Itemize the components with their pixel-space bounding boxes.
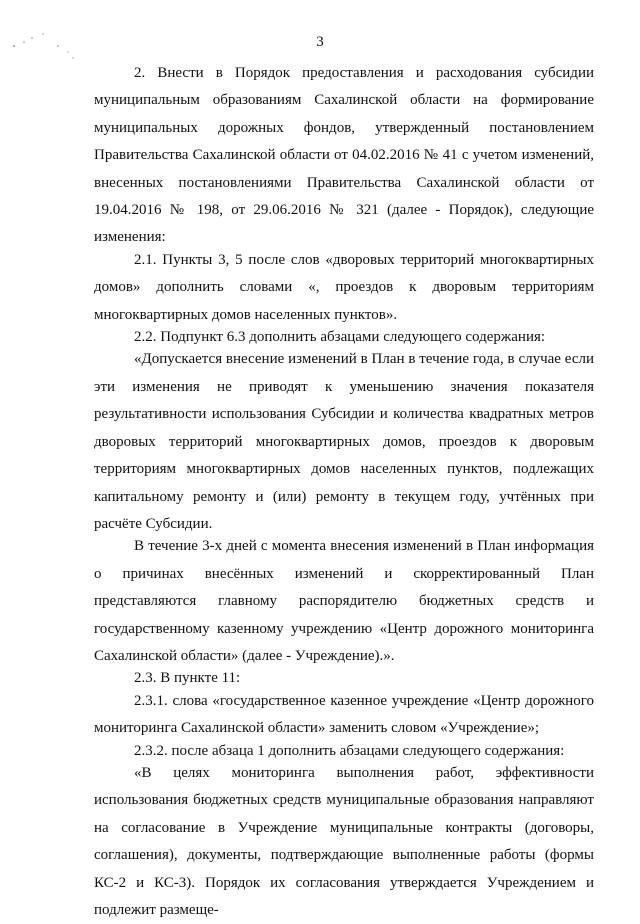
document-body — [94, 60, 594, 924]
paragraph-2: 2. Внести в Порядок предоставления и расходования субсидии муниципальным образованиям Сахалинской области на формирование муниципальных дорожных фондов, утвержденный постановлением Правительства Сахалинской области от 04.02.2016 № 41 с учетом изменений, внесенных постановлениями Правительства Сахалинской области от 19.04.2016 № 198, от 29.06.2016 № 321 (далее - Порядок), следующие изменения: — [94, 65, 594, 246]
paragraph-2-3: 2.3. В пункте 11: — [134, 670, 241, 687]
paragraph-quote-2: В течение 3-х дней с момента внесения изменений в План информация о причинах внесённых изменений и скорректированный План представляются главному распорядителю бюджетных средств и государственному казенному учреждению «Центр дорожного мониторинга Сахалинской области» (далее - Учреждение).». — [94, 538, 594, 664]
paragraph-quote-3: «В целях мониторинга выполнения работ, эффективности использования бюджетных средств муниципальные образования направляют на согласование в Учреждение муниципальные контракты (договоры, соглашения), документы, подтверждающие выполненные работы (формы КС-2 и КС-3). Порядок их согласования утверждается Учреждением и подлежит размеще- — [94, 764, 594, 918]
page-number: 3 — [316, 34, 324, 50]
paragraph-2-3-2: 2.3.2. после абзаца 1 дополнить абзацами следующего содержания: — [134, 742, 565, 759]
paragraph-quote-1: «Допускается внесение изменений в План в течение года, в случае если эти изменения не приводят к уменьшению значения показателя результативности использования Субсидии и количества квадратных метров дворовых территорий многоквартирных домов, проездов к дворовым территориям многоквартирных домов населенных пунктов, подлежащих капитальному ремонту и (или) ремонту в текущем году, учтённых при расчёте Субсидии. — [94, 351, 594, 532]
paragraph-2-3-1: 2.3.1. слова «государственное казенное учреждение «Центр дорожного мониторинга Сахалинской области» заменить словом «Учреждение»; — [94, 692, 594, 737]
paragraph-2-2: 2.2. Подпункт 6.3 дополнить абзацами следующего содержания: — [134, 329, 546, 346]
paragraph-2-1: 2.1. Пункты 3, 5 после слов «дворовых территорий многоквартирных домов» дополнить словами «, проездов к дворовым территориям многоквартирных домов населенных пунктов». — [94, 251, 594, 323]
